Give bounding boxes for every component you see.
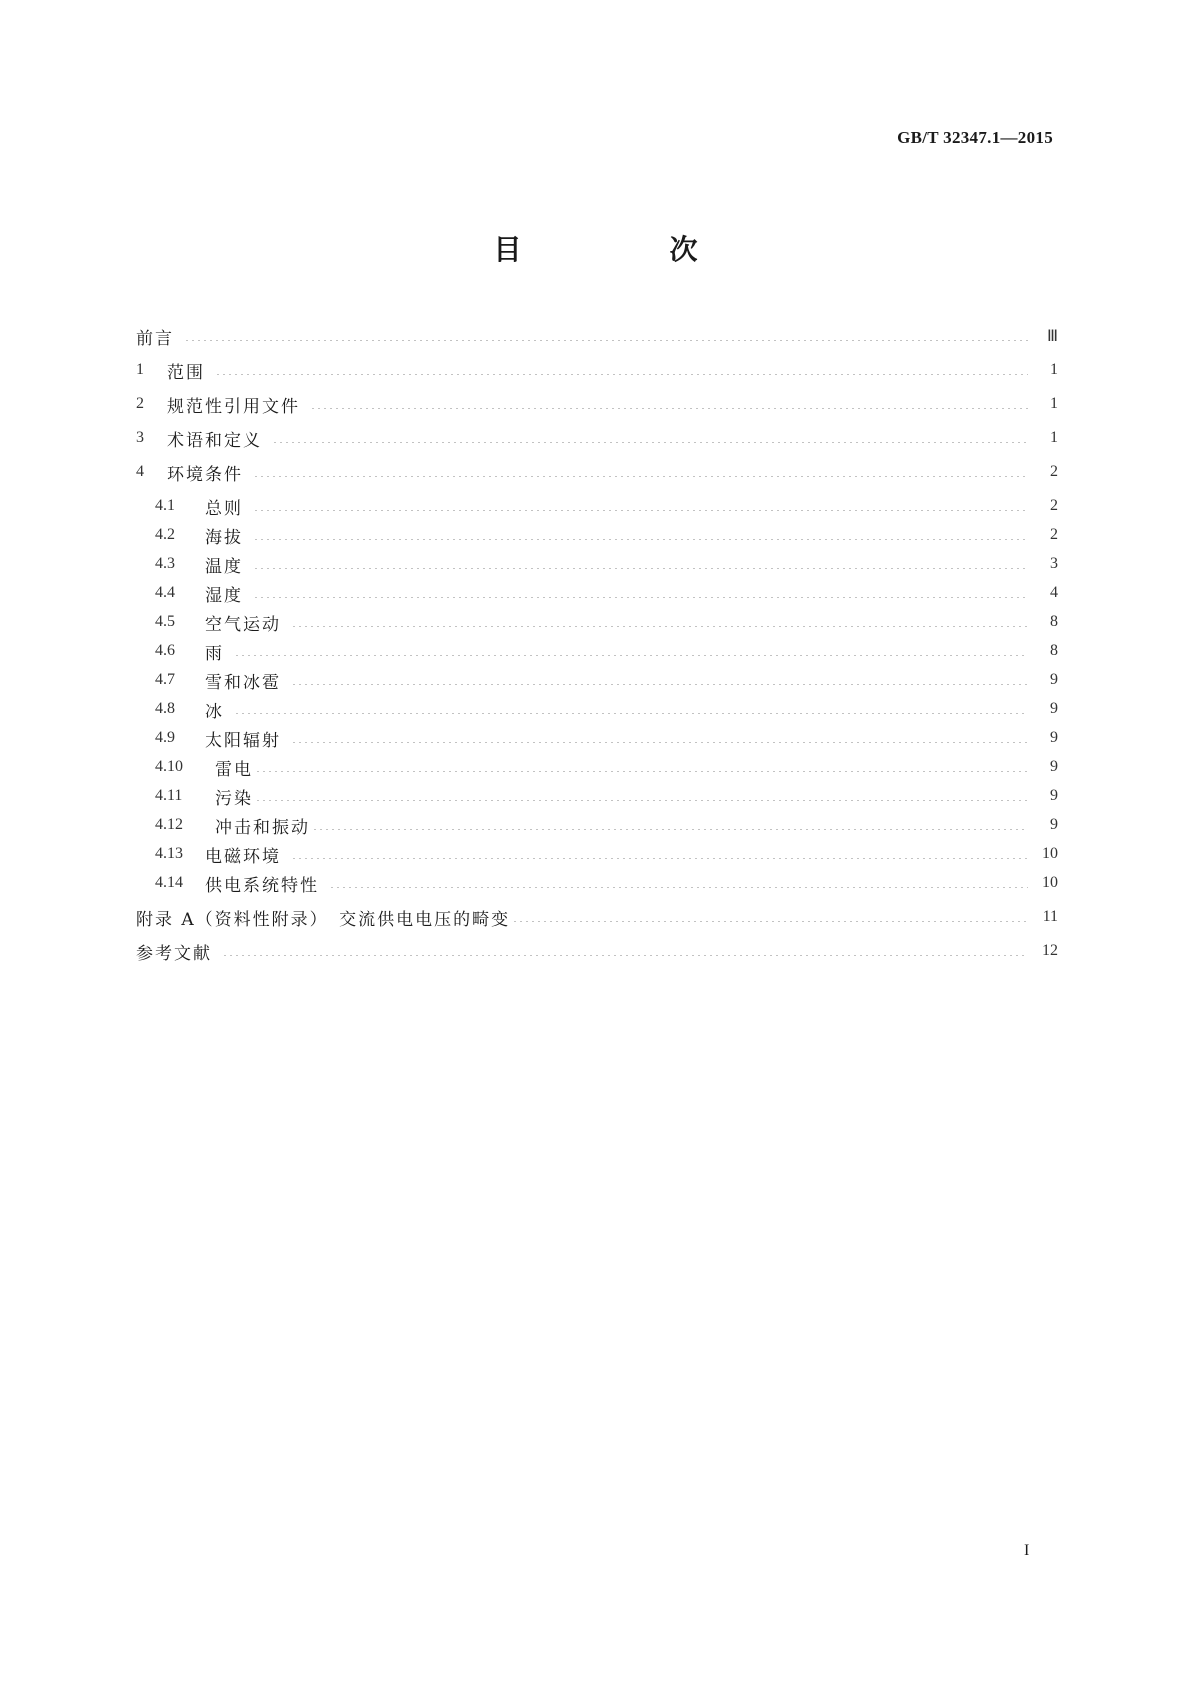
- toc-dot-leader: [310, 408, 1028, 409]
- toc-dot-leader: [255, 771, 1028, 772]
- toc-dot-leader: [291, 742, 1028, 743]
- toc-entry-4-5[interactable]: [155, 610, 1058, 634]
- toc-entry-number: 4.3: [155, 555, 175, 572]
- toc-entry-page: 4: [1050, 584, 1058, 601]
- toc-entry-label: 雪和冰雹: [205, 672, 281, 693]
- toc-entry-label: 空气运动: [205, 614, 281, 635]
- toc-dot-leader: [253, 510, 1028, 511]
- toc-entry-2[interactable]: [136, 392, 1058, 416]
- toc-entry-4-10[interactable]: [155, 755, 1058, 779]
- toc-entry-number: 4.1: [155, 497, 175, 514]
- toc-dot-leader: [272, 442, 1028, 443]
- toc-entry-label: 规范性引用文件: [167, 396, 300, 417]
- toc-entry-label: 污染: [215, 788, 253, 809]
- toc-entry-page: Ⅲ: [1046, 328, 1058, 345]
- toc-entry-4-14[interactable]: [155, 871, 1058, 895]
- toc-entry-page: 1: [1050, 361, 1058, 378]
- toc-dot-leader: [255, 800, 1028, 801]
- document-code: GB/T 32347.1—2015: [897, 128, 1053, 147]
- toc-dot-leader: [253, 568, 1028, 569]
- toc-entry-label: 温度: [205, 556, 243, 577]
- toc-entry-bibliography[interactable]: [136, 939, 1058, 963]
- toc-entry-4-1[interactable]: [155, 494, 1058, 518]
- toc-entry-number: 4.12: [155, 816, 183, 833]
- toc-dot-leader: [329, 887, 1028, 888]
- toc-entry-label: 雷电: [215, 759, 253, 780]
- toc-entry-preface[interactable]: [136, 324, 1058, 348]
- toc-entry-page: 2: [1050, 463, 1058, 480]
- toc-entry-4-9[interactable]: [155, 726, 1058, 750]
- toc-entry-4-8[interactable]: [155, 697, 1058, 721]
- toc-entry-page: 9: [1050, 729, 1058, 746]
- toc-entry-number: 4.5: [155, 613, 175, 630]
- toc-entry-label: 环境条件: [167, 464, 243, 485]
- toc-entry-number: 4: [136, 463, 144, 480]
- toc-entry-page: 9: [1050, 787, 1058, 804]
- toc-entry-page: 11: [1042, 908, 1058, 925]
- toc-dot-leader: [215, 374, 1028, 375]
- toc-entry-number: 4.8: [155, 700, 175, 717]
- toc-entry-label: 电磁环境: [205, 846, 281, 867]
- toc-entry-label: 供电系统特性: [205, 875, 319, 896]
- toc-dot-leader: [312, 829, 1028, 830]
- toc-dot-leader: [291, 858, 1028, 859]
- toc-entry-page: 8: [1050, 613, 1058, 630]
- toc-entry-number: 4.2: [155, 526, 175, 543]
- toc-entry-page: 1: [1050, 395, 1058, 412]
- toc-entry-label: 海拔: [205, 527, 243, 548]
- toc-dot-leader: [291, 626, 1028, 627]
- toc-entry-label: 总则: [205, 498, 243, 519]
- toc-entry-page: 10: [1042, 874, 1058, 891]
- toc-entry-4[interactable]: [136, 460, 1058, 484]
- toc-dot-leader: [291, 684, 1028, 685]
- toc-entry-4-13[interactable]: [155, 842, 1058, 866]
- toc-entry-4-11[interactable]: [155, 784, 1058, 808]
- toc-dot-leader: [234, 655, 1028, 656]
- toc-entry-1[interactable]: [136, 358, 1058, 382]
- toc-entry-number: 4.10: [155, 758, 183, 775]
- toc-entry-label: 参考文献: [136, 943, 212, 964]
- toc-entry-page: 9: [1050, 671, 1058, 688]
- toc-entry-number: 4.6: [155, 642, 175, 659]
- toc-entry-3[interactable]: [136, 426, 1058, 450]
- toc-dot-leader: [253, 539, 1028, 540]
- toc-dot-leader: [253, 476, 1028, 477]
- toc-entry-number: 4.14: [155, 874, 183, 891]
- toc-entry-label: 冲击和振动: [215, 817, 310, 838]
- toc-entry-page: 10: [1042, 845, 1058, 862]
- toc-entry-page: 1: [1050, 429, 1058, 446]
- toc-dot-leader: [234, 713, 1028, 714]
- toc-entry-number: 1: [136, 361, 144, 378]
- toc-entry-annex-a[interactable]: [136, 905, 1058, 929]
- toc-entry-number: 4.7: [155, 671, 175, 688]
- toc-entry-number: 4.13: [155, 845, 183, 862]
- toc-entry-number: 3: [136, 429, 144, 446]
- toc-entry-number: 2: [136, 395, 144, 412]
- toc-dot-leader: [253, 597, 1028, 598]
- toc-entry-page: 12: [1042, 942, 1058, 959]
- toc-entry-number: 4.9: [155, 729, 175, 746]
- toc-entry-4-6[interactable]: [155, 639, 1058, 663]
- toc-entry-page: 2: [1050, 526, 1058, 543]
- toc-entry-number: 4.11: [155, 787, 183, 804]
- toc-entry-4-12[interactable]: [155, 813, 1058, 837]
- toc-entry-page: 3: [1050, 555, 1058, 572]
- toc-dot-leader: [512, 921, 1028, 922]
- toc-entry-4-2[interactable]: [155, 523, 1058, 547]
- toc-entry-4-3[interactable]: [155, 552, 1058, 576]
- toc-entry-label: 前言: [136, 328, 174, 349]
- toc-entry-label: 附录 A（资料性附录） 交流供电电压的畸变: [136, 909, 511, 930]
- toc-entry-4-4[interactable]: [155, 581, 1058, 605]
- toc-entry-4-7[interactable]: [155, 668, 1058, 692]
- toc-entry-label: 太阳辐射: [205, 730, 281, 751]
- toc-dot-leader: [222, 955, 1028, 956]
- page-title: 目 次: [493, 233, 758, 266]
- toc-entry-label: 范围: [167, 362, 205, 383]
- toc-entry-page: 9: [1050, 758, 1058, 775]
- page-number: I: [1024, 1542, 1030, 1559]
- toc-dot-leader: [184, 340, 1028, 341]
- toc-entry-page: 2: [1050, 497, 1058, 514]
- toc-entry-page: 8: [1050, 642, 1058, 659]
- toc-entry-page: 9: [1050, 816, 1058, 833]
- toc-entry-label: 湿度: [205, 585, 243, 606]
- toc-entry-label: 术语和定义: [167, 430, 262, 451]
- toc-entry-page: 9: [1050, 700, 1058, 717]
- toc-entry-label: 雨: [205, 643, 224, 664]
- toc-entry-number: 4.4: [155, 584, 175, 601]
- toc-entry-label: 冰: [205, 701, 224, 722]
